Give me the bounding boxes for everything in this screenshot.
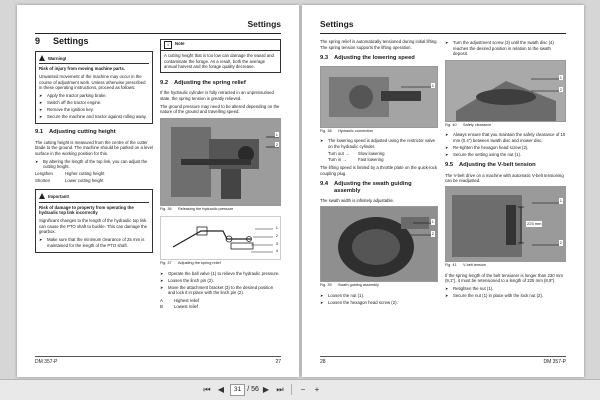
viewer-toolbar [0, 379, 600, 400]
paragraph: If the hydraulic cylinder is fully retracted in an unpressurised state, the spring tension is greatly relieved. [160, 90, 274, 101]
list-item: ➤ Secure the nut (1) in place with the lock nut (2). [445, 293, 566, 299]
figure-40-photo [445, 60, 566, 122]
page-number-input[interactable]: 31 [230, 384, 245, 396]
warning-icon [39, 55, 45, 61]
turn-row: Turn out → Slow lowering [328, 150, 385, 156]
list-item: ➤ Secure the machine and tractor against rolling away. [39, 114, 149, 120]
figure-37-drawing [160, 216, 281, 260]
definition-row: Lengthen Higher cutting height [35, 171, 105, 176]
page-footer: 28 DM 357-P [320, 356, 566, 369]
toolbar-divider [291, 384, 292, 395]
dimension-label: 225 mm [527, 221, 542, 226]
figure-36-photo [160, 118, 281, 206]
list-item: ➤ Move the attachment bracket (3) to the desired position and lock it in place with the linch pin (2). [160, 285, 281, 296]
list-item: ➤ Operate the ball valve (1) to relieve the hydraulic pressure. [160, 271, 281, 277]
left-column [35, 36, 153, 257]
figure-41-photo [445, 186, 566, 262]
figure-caption: Fig. 38 Hydraulic connection [320, 128, 374, 133]
safety-clearance-photo [446, 61, 566, 121]
callout-label: 1 [559, 198, 562, 203]
legend-row: A Highest relief [160, 297, 200, 303]
list-item: ➤ Always ensure that you maintain the safety clearance of 10 mm (0.4") between swath disc and mower disc. [445, 132, 566, 143]
left-page [17, 5, 299, 377]
info-icon: i [164, 41, 172, 49]
prev-page-icon[interactable]: ◀ [217, 385, 225, 394]
callout-label: 3 [275, 241, 278, 246]
page-navigation [200, 383, 324, 396]
subsection-title: 9.5 Adjusting the V-belt tension [445, 162, 536, 168]
callout-label: 2 [559, 86, 562, 92]
hydraulic-connection-photo [321, 67, 438, 127]
paragraph: The ground pressure may need to be altered depending on the nature of the ground and travelling speed. [160, 103, 280, 114]
list-item: ➤ Loosen the nut (1). [320, 293, 438, 299]
paragraph: The cutting height is measured from the centre of the cutter blade to the ground. The machine should be parked on a level surface in the working position for this. [35, 139, 153, 156]
list-item: ➤ Retighten the nut (1). [445, 286, 566, 292]
next-page-icon[interactable]: ▶ [262, 385, 269, 394]
v-belt-photo [446, 187, 566, 261]
list-item: ➤ Turn the adjustment screw (3) until the swath disc (4) reaches the desired position in relation to the swath deposit. [445, 40, 566, 57]
figure-39-photo [320, 206, 438, 282]
subsection-title: 9.2 Adjusting the spring relief [160, 79, 246, 86]
callout-label: 2 [275, 141, 278, 147]
figure-caption: Fig. 41 V-belt tension [445, 263, 487, 267]
right-page [302, 5, 584, 377]
list-item: ➤ Make sure that the minimum clearance of 25 mm is maintained for the length of the PTO shaft. [39, 237, 149, 248]
note-box: i Note A cutting height that is too low can damage the sward and contaminate the forage. As a result, both the average annual harvest and the forage quality decrease. [160, 39, 281, 73]
list-item: ➤ The lowering speed is adjusted using the restrictor valve on the hydraulic cylinder. [320, 138, 438, 149]
figure-caption: Fig. 36 Releasing the hydraulic pressure [160, 206, 234, 211]
list-item: ➤ Apply the tractor parking brake. [39, 93, 149, 99]
callout-label: 1 [275, 131, 278, 137]
list-item: ➤ Loosen the hexagon head screw (2). [320, 300, 438, 306]
callout-label: 1 [431, 82, 434, 88]
warning-box: Warning! Risk of injury from moving machine parts. Unwanted movement of the machine may occur in the course of adjustment work. Unless otherwise prescribed in these operating instructions, proceed as follows: ➤ Apply the tractor parking brake. ➤ Switch off the tractor engine. ➤ Remove the ignition key. ➤ Secure the machine and tractor against rolling away. [35, 51, 153, 125]
callout-label: 2 [559, 240, 562, 245]
swath-guiding-photo [321, 207, 438, 281]
section-title: 9 Settings [35, 36, 89, 46]
list-item: ➤ Loosen the linch pin (2). [160, 278, 281, 284]
zoom-in-icon[interactable]: + [314, 385, 320, 394]
definition-row: Shorten Lower cutting height [35, 177, 104, 183]
callout-label: 4 [275, 248, 278, 253]
list-item: ➤ By altering the length of the top link, you can adjust the cutting height. [35, 159, 153, 170]
page-header: Settings [320, 19, 566, 34]
important-box: Important! Risk of damage to property from operating the hydraulic top link incorrectly Significant changes to the length of the hydraulic top link can cause the PTO shaft to buckle. This can damage the gearbox. ➤ Make sure that the minimum clearance of 25 mm is maintained for the length of the PTO shaft. [35, 189, 153, 253]
page-header: Settings [35, 19, 281, 34]
figure-caption: Fig. 37 Adjusting the spring relief [160, 261, 221, 265]
callout-label: 1 [275, 225, 278, 230]
subsection-title: 9.3 Adjusting the lowering speed [320, 55, 415, 61]
right-column [160, 39, 281, 310]
warning-icon [39, 193, 45, 199]
paragraph: If the spring length of the belt tensioner is longer than 230 mm (9,1"), it must be retensioned to a length of 225 mm (8,9"). [445, 272, 563, 283]
list-item: ➤ Switch off the tractor engine. [39, 100, 149, 106]
subsection-title: 9.4 Adjusting the swath guiding assembly [320, 181, 412, 194]
paragraph: The swath width is infinitely adjustable. [320, 198, 395, 203]
turn-row: Turn in → Fast lowering [328, 156, 384, 162]
list-item: ➤ Secure the setting using the nut (1). [445, 152, 566, 158]
paragraph: The lifting speed is limited by a throttle plate on the quick-lock coupling plug. [320, 165, 438, 176]
spring-relief-drawing [161, 217, 282, 259]
legend-row: B Lowest relief [160, 303, 199, 309]
right-column [445, 39, 566, 300]
list-item: ➤ Remove the ignition key. [39, 107, 149, 113]
callout-label: 2 [275, 233, 278, 238]
figure-caption: Fig. 40 Safety clearance [445, 122, 492, 127]
left-column [320, 39, 438, 307]
callout-label: 1 [559, 74, 562, 80]
figure-caption: Fig. 39 Swath guiding assembly [320, 283, 379, 287]
last-page-icon[interactable]: ⏭ [276, 384, 284, 394]
page-footer: DM 357-P 27 [35, 356, 281, 369]
paragraph: The V-belt drive on a machine with automatic V-belt tensioning can be readjusted. [445, 172, 564, 183]
hydraulic-valve-photo [161, 119, 281, 205]
list-item: ➤ Re-tighten the hexagon head screw (2). [445, 145, 566, 151]
paragraph: The spring relief is automatically tensioned during initial lifting. The spring tension supports the lifting operation. [320, 39, 438, 50]
callout-label: 1 [431, 219, 434, 224]
first-page-icon[interactable]: ⏮ [203, 384, 211, 394]
callout-label: 2 [431, 231, 434, 236]
zoom-out-icon[interactable]: − [300, 385, 306, 394]
page-total: / 56 [247, 386, 259, 393]
subsection-title: 9.1 Adjusting cutting height [35, 129, 116, 135]
figure-38-photo [320, 66, 438, 128]
